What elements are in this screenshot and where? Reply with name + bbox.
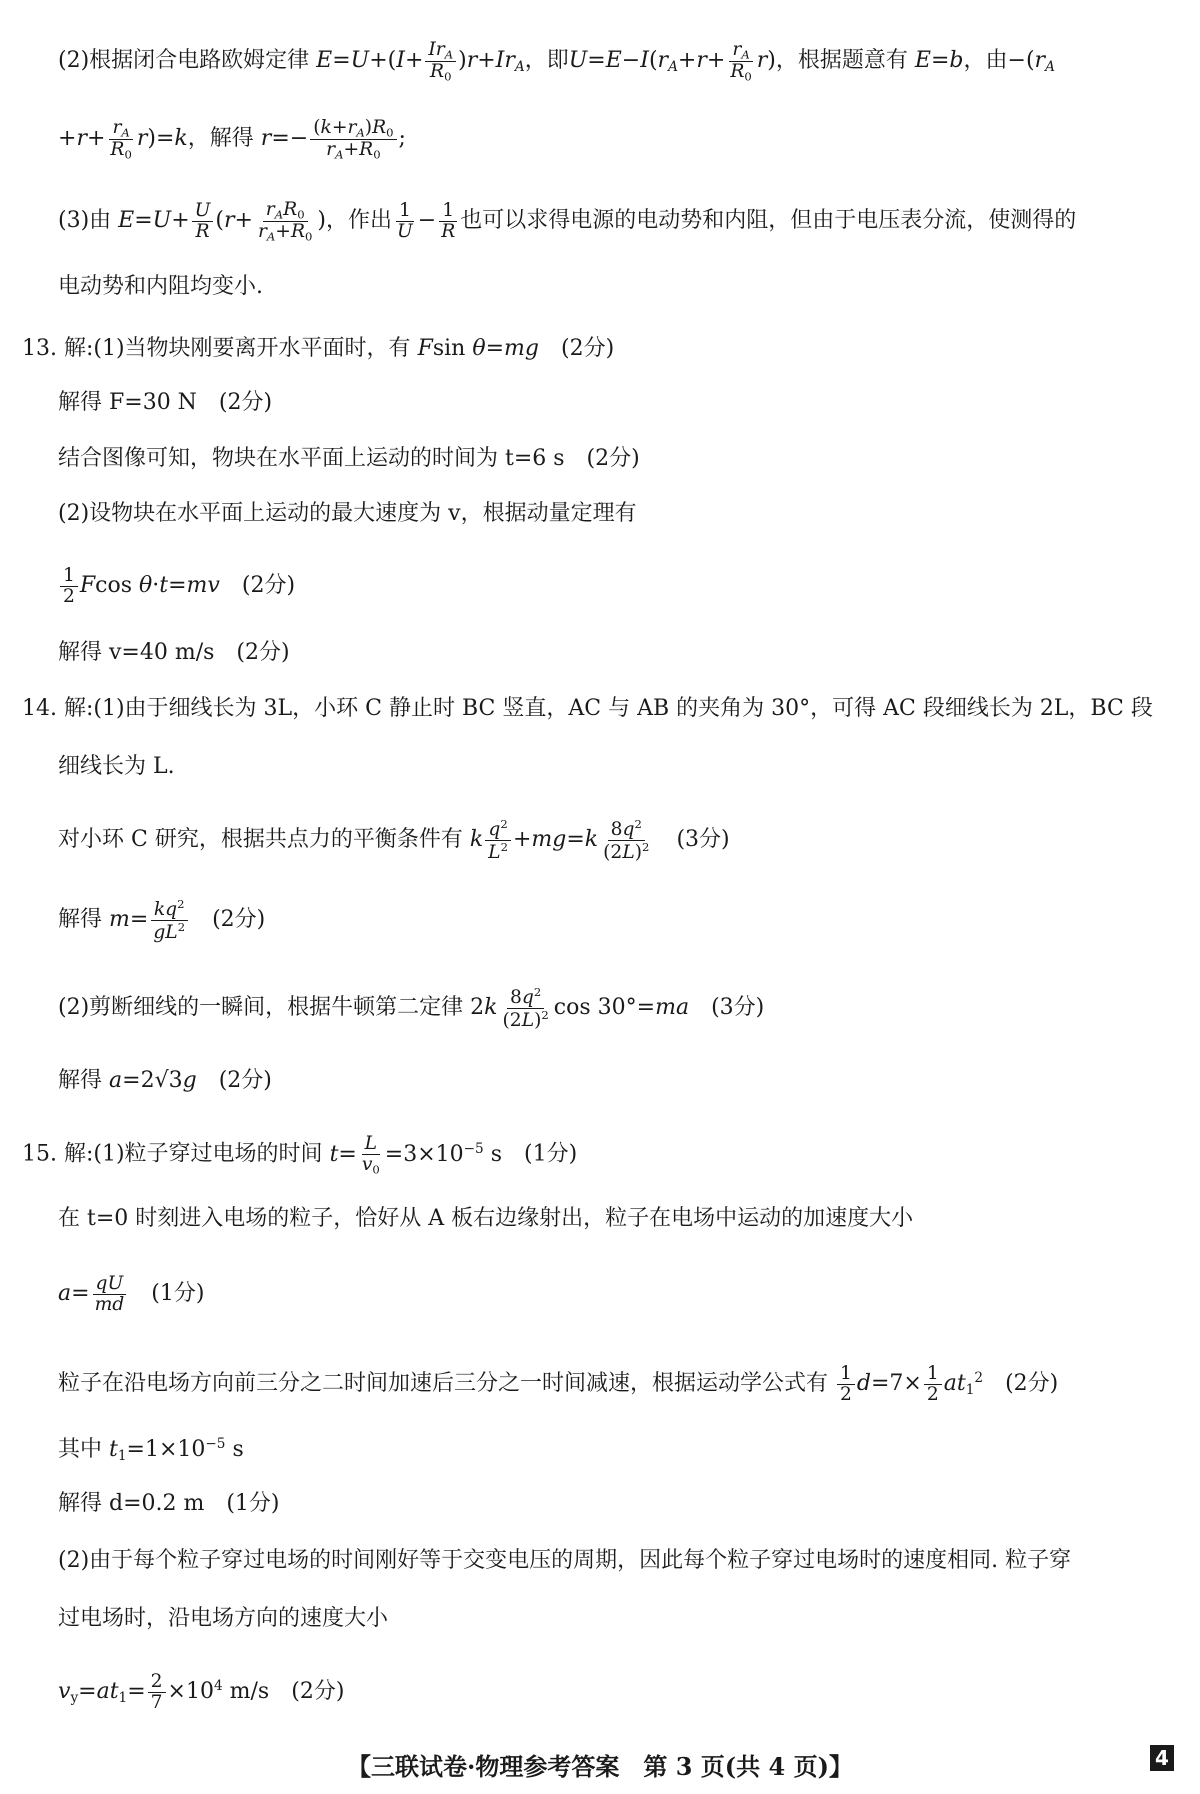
formula: E=b (914, 48, 964, 74)
text-line: 在 t=0 时刻进入电场的粒子，恰好从 A 板右边缘射出，粒子在电场中运动的加速度大小 (58, 1206, 914, 1231)
text-line: (2)剪断细线的一瞬间，根据牛顿第二定律 2k $\frac{8q^2}{(2L)^2}$ cos 30°=ma (3分) (58, 985, 765, 1031)
text-line: a= $\frac{qU}{md}$ (1分) (58, 1273, 205, 1315)
text-line: 粒子在沿电场方向前三分之二时间加速后三分之一时间减速，根据运动学公式有 $\frac{1}{2}$ d=7× $\frac{1}{2}$ $at_1^2$ (2分) (58, 1363, 1059, 1405)
formula: $\frac{1}{U}$ − $\frac{1}{R}$ (397, 200, 456, 242)
formula: Fsin θ=mg (417, 336, 539, 361)
text-line: $v_y=at_1=$ $\frac{2}{7}$ $\times 10^4$ m/s (2分) (58, 1671, 345, 1713)
page-footer: 【三联试卷·物理参考答案 第 3 页(共 4 页)】 (347, 1752, 853, 1781)
question-13: 13. 解:(1)当物块刚要离开水平面时，有 Fsin θ=mg (2分) (22, 336, 615, 361)
formula: $v_y=at_1=$ $\frac{2}{7}$ $\times 10^4$ m/s (58, 1671, 270, 1713)
text-line: 解得 v=40 m/s (2分) (58, 640, 290, 665)
formula: a= $\frac{qU}{md}$ (58, 1281, 129, 1306)
formula: $\frac{1}{2}$ Fcos θ·t=mv (58, 573, 220, 598)
text-line: 结合图像可知，物块在水平面上运动的时间为 t=6 s (2分) (58, 446, 640, 471)
formula: $t_1=1\times 10^{-5}$ s (109, 1436, 244, 1465)
text-line: 细线长为 L. (58, 754, 175, 779)
text-line: $\frac{1}{2}$ Fcos θ·t=mv (2分) (58, 566, 295, 606)
text-line: (2)由于每个粒子穿过电场的时间刚好等于交变电压的周期，因此每个粒子穿过电场时的速度相同. 粒子穿 (58, 1548, 1072, 1573)
text-line: 对小环 C 研究，根据共点力的平衡条件有 k $\frac{q^2}{L^2}$ +mg=k $\frac{8q^2}{(2L)^2}$ (3分) (58, 817, 730, 863)
formula: 2k $\frac{8q^2}{(2L)^2}$ cos 30°=ma (470, 985, 690, 1031)
formula: $\frac{1}{2}$ d=7× $\frac{1}{2}$ $at_1^2$ (835, 1371, 983, 1396)
text-line: 解得 a=2√3g (2分) (58, 1068, 272, 1093)
text-line: 电动势和内阻均变小. (58, 274, 263, 299)
text-line: (2)根据闭合电路欧姆定律 E=U+(I+ $Ir_A$ $R_0$ )$r+Ir_A$，即$U=E-I(r_A+r+$ $\frac{r_A}{R_0}$ r)，根据题意有 E=b，由$-(r_A$ (58, 39, 1055, 84)
page-number-badge: 4 (1150, 1745, 1174, 1771)
formula: a=2√3g (109, 1068, 197, 1093)
formula: r=− $\frac{(k+r_A)R_0}{r_A+R_0}$ ; (260, 117, 406, 162)
formula: E=U+(I+ $Ir_A$ $R_0$ )$r+Ir_A$ (316, 39, 525, 84)
text-line: 解得 d=0.2 m (1分) (58, 1491, 280, 1516)
text-line: 其中 $t_1=1\times 10^{-5}$ s (58, 1436, 244, 1465)
text-line: 解得 m= $\frac{kq^2}{gL^2}$ (2分) (58, 897, 266, 943)
formula: E=U+ $\frac{U}{R}$ (r+ $r_AR_0$ $r_A+R_0$ ) (118, 199, 326, 244)
text-line: +r+ $\frac{r_A}{R_0}$ r)=k，解得 r=− $\frac{(k+r_A)R_0}{r_A+R_0}$ ; (58, 117, 406, 162)
text-line: (3)由 E=U+ $\frac{U}{R}$ (r+ $r_AR_0$ $r_A+R_0$ )，作出 $\frac{1}{U}$ − $\frac{1}{R}$ 也可以求得电源的电动势和内阻，但由于电压表分流，使测得的 (58, 199, 1077, 244)
text-line: 解得 F=30 N (2分) (58, 390, 273, 415)
formula: $U=E-I(r_A+r+$ $\frac{r_A}{R_0}$ r) (568, 39, 776, 84)
formula: m= $\frac{kq^2}{gL^2}$ (109, 907, 190, 932)
text-line: (2)设物块在水平面上运动的最大速度为 v，根据动量定理有 (58, 501, 637, 526)
text-line: 过电场时，沿电场方向的速度大小 (58, 1606, 389, 1631)
formula: t= $\frac{L}{v_0}$ $=3\times 10^{-5}$ s (329, 1133, 503, 1177)
formula: k $\frac{q^2}{L^2}$ +mg=k $\frac{8q^2}{(2L)^2}$ (469, 817, 650, 863)
question-14: 14. 解:(1)由于细线长为 3L，小环 C 静止时 BC 竖直，AC 与 AB 的夹角为 30°，可得 AC 段细线长为 2L，BC 段 (22, 696, 1153, 721)
question-15: 15. 解:(1)粒子穿过电场的时间 t= $\frac{L}{v_0}$ $=3\times 10^{-5}$ s (1分) (22, 1133, 578, 1177)
formula: +r+ $\frac{r_A}{R_0}$ r)=k (58, 117, 188, 162)
